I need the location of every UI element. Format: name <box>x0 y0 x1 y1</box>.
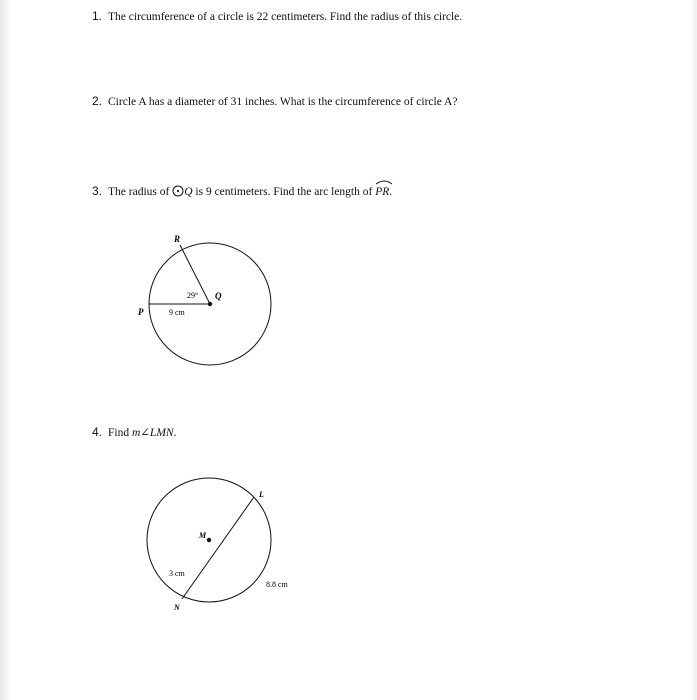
question-text: Circle A has a diameter of 31 inches. What is the circumference of circle A? <box>108 96 458 108</box>
question-text-a: Find <box>108 427 130 439</box>
circle-symbol-icon <box>172 185 184 201</box>
label-q: Q <box>215 291 222 301</box>
label-m: M <box>199 531 207 540</box>
angle-label: 29° <box>187 291 199 300</box>
question-text: The circumference of a circle is 22 centimeters. Find the radius of this circle. <box>108 11 463 23</box>
label-l: L <box>259 490 264 499</box>
radius-label: 9 cm <box>169 308 185 317</box>
diameter-ln <box>182 497 254 599</box>
angle-expression: m∠LMN <box>131 427 174 439</box>
arc-symbol-icon <box>375 179 393 185</box>
question-2 <box>92 94 457 109</box>
segment-label-8-8cm: 8.8 cm <box>266 580 288 589</box>
question-3 <box>92 183 392 201</box>
figure-4-circle-diagram <box>135 470 305 620</box>
question-end: . <box>173 427 177 439</box>
figure-3-circle-diagram <box>130 228 290 378</box>
arc-label <box>375 183 389 199</box>
question-number: 1. <box>92 9 103 23</box>
segment-label-3cm: 3 cm <box>169 569 185 578</box>
question-1 <box>92 9 462 24</box>
label-p: P <box>138 307 144 317</box>
arc-name: PR <box>375 186 390 198</box>
question-number: 4. <box>92 425 103 439</box>
label-n: N <box>174 603 180 612</box>
circle-name: Q <box>184 186 193 198</box>
question-number: 2. <box>92 94 103 108</box>
center-point <box>208 302 212 306</box>
page-edge-right <box>693 0 697 700</box>
question-4 <box>92 425 176 440</box>
question-text-a: The radius of <box>108 186 170 198</box>
question-number: 3. <box>92 184 103 198</box>
center-point <box>207 538 211 542</box>
label-r: R <box>174 234 181 244</box>
page-edge-shadow <box>0 0 10 700</box>
question-end: . <box>389 186 393 198</box>
question-text-b: is 9 centimeters. Find the arc length of <box>195 186 373 198</box>
